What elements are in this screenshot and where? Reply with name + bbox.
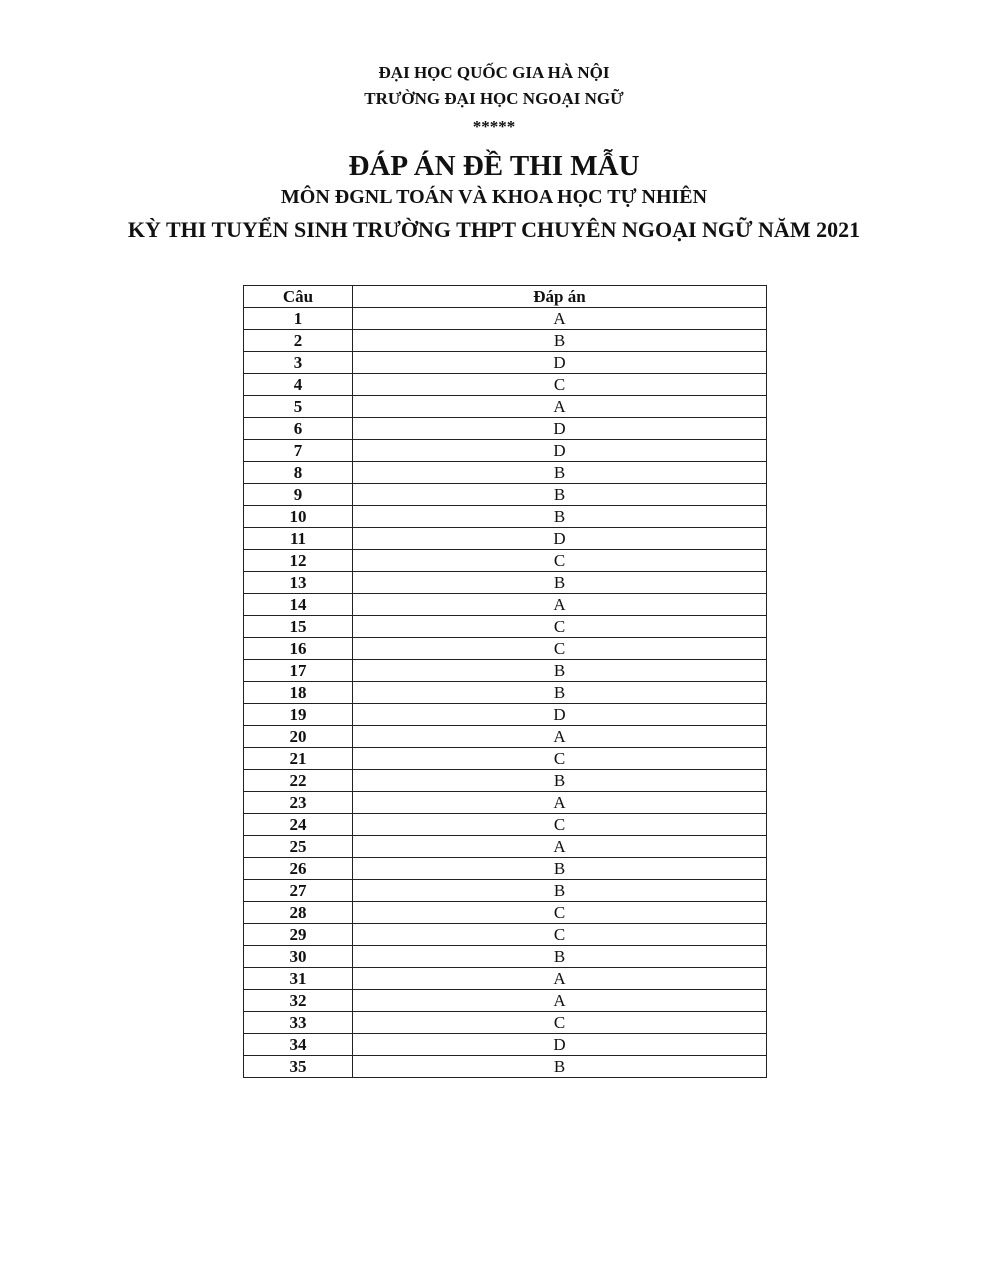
document-header — [0, 60, 988, 246]
table-row — [244, 836, 767, 858]
question-number: 35 — [244, 1056, 353, 1078]
table-row — [244, 704, 767, 726]
answer-value: A — [353, 594, 767, 616]
table-row — [244, 594, 767, 616]
question-number: 23 — [244, 792, 353, 814]
question-number: 11 — [244, 528, 353, 550]
answer-value: D — [353, 440, 767, 462]
question-number: 30 — [244, 946, 353, 968]
answer-value: A — [353, 836, 767, 858]
table-row — [244, 330, 767, 352]
answer-value: C — [353, 924, 767, 946]
table-row — [244, 814, 767, 836]
question-number: 32 — [244, 990, 353, 1012]
table-row — [244, 308, 767, 330]
answer-value: A — [353, 396, 767, 418]
answer-table-body — [244, 308, 767, 1078]
university-name: ĐẠI HỌC QUỐC GIA HÀ NỘI — [378, 63, 610, 82]
answer-value: A — [353, 968, 767, 990]
question-number: 25 — [244, 836, 353, 858]
table-row — [244, 770, 767, 792]
answer-value: B — [353, 660, 767, 682]
table-row — [244, 638, 767, 660]
answer-value: B — [353, 484, 767, 506]
answer-value: D — [353, 1034, 767, 1056]
school-name: TRƯỜNG ĐẠI HỌC NGOẠI NGỮ — [364, 89, 624, 108]
question-number: 3 — [244, 352, 353, 374]
question-number: 6 — [244, 418, 353, 440]
answer-value: C — [353, 814, 767, 836]
answer-value: B — [353, 770, 767, 792]
table-row — [244, 418, 767, 440]
question-number: 33 — [244, 1012, 353, 1034]
question-number: 18 — [244, 682, 353, 704]
table-row — [244, 396, 767, 418]
table-row — [244, 726, 767, 748]
question-number: 19 — [244, 704, 353, 726]
answer-value: B — [353, 858, 767, 880]
question-number: 22 — [244, 770, 353, 792]
table-row — [244, 506, 767, 528]
stars-divider: ***** — [472, 117, 516, 136]
question-number: 21 — [244, 748, 353, 770]
table-row — [244, 902, 767, 924]
answer-value: C — [353, 638, 767, 660]
answer-value: C — [353, 1012, 767, 1034]
answer-value: C — [353, 616, 767, 638]
document-subtitle: MÔN ĐGNL TOÁN VÀ KHOA HỌC TỰ NHIÊN — [280, 186, 708, 208]
question-number: 1 — [244, 308, 353, 330]
question-number: 29 — [244, 924, 353, 946]
answer-value: A — [353, 308, 767, 330]
question-number: 13 — [244, 572, 353, 594]
question-number: 16 — [244, 638, 353, 660]
answer-table-header-row — [244, 286, 767, 308]
table-row — [244, 462, 767, 484]
answer-value: B — [353, 506, 767, 528]
question-number: 2 — [244, 330, 353, 352]
answer-value: D — [353, 352, 767, 374]
answer-value: A — [353, 990, 767, 1012]
question-number: 28 — [244, 902, 353, 924]
table-row — [244, 1012, 767, 1034]
question-number: 24 — [244, 814, 353, 836]
table-row — [244, 880, 767, 902]
answer-value: B — [353, 682, 767, 704]
question-number: 9 — [244, 484, 353, 506]
answer-value: A — [353, 726, 767, 748]
answer-table — [243, 285, 767, 1078]
question-number: 17 — [244, 660, 353, 682]
exam-name: KỲ THI TUYỂN SINH TRƯỜNG THPT CHUYÊN NGOẠI NGỮ NĂM 2021 — [127, 217, 861, 242]
answer-value: B — [353, 946, 767, 968]
question-number: 8 — [244, 462, 353, 484]
question-number: 10 — [244, 506, 353, 528]
table-row — [244, 858, 767, 880]
table-row — [244, 792, 767, 814]
answer-value: C — [353, 550, 767, 572]
answer-value: B — [353, 1056, 767, 1078]
table-row — [244, 1034, 767, 1056]
table-row — [244, 440, 767, 462]
question-number: 7 — [244, 440, 353, 462]
answer-value: B — [353, 572, 767, 594]
answer-value: B — [353, 330, 767, 352]
document-title: ĐÁP ÁN ĐỀ THI MẪU — [348, 150, 640, 182]
question-number: 34 — [244, 1034, 353, 1056]
column-header-question: Câu — [244, 286, 353, 308]
question-number: 14 — [244, 594, 353, 616]
question-number: 12 — [244, 550, 353, 572]
table-row — [244, 748, 767, 770]
answer-value: C — [353, 748, 767, 770]
table-row — [244, 528, 767, 550]
table-row — [244, 352, 767, 374]
table-row — [244, 374, 767, 396]
table-row — [244, 990, 767, 1012]
table-row — [244, 550, 767, 572]
answer-value: D — [353, 704, 767, 726]
answer-value: C — [353, 902, 767, 924]
answer-value: D — [353, 418, 767, 440]
answer-value: C — [353, 374, 767, 396]
question-number: 5 — [244, 396, 353, 418]
question-number: 31 — [244, 968, 353, 990]
table-row — [244, 924, 767, 946]
answer-value: B — [353, 880, 767, 902]
table-row — [244, 484, 767, 506]
table-row — [244, 616, 767, 638]
table-row — [244, 682, 767, 704]
table-row — [244, 660, 767, 682]
answer-value: B — [353, 462, 767, 484]
question-number: 15 — [244, 616, 353, 638]
column-header-answer: Đáp án — [353, 286, 767, 308]
answer-value: D — [353, 528, 767, 550]
question-number: 26 — [244, 858, 353, 880]
table-row — [244, 946, 767, 968]
answer-value: A — [353, 792, 767, 814]
table-row — [244, 1056, 767, 1078]
question-number: 20 — [244, 726, 353, 748]
question-number: 4 — [244, 374, 353, 396]
question-number: 27 — [244, 880, 353, 902]
table-row — [244, 968, 767, 990]
table-row — [244, 572, 767, 594]
